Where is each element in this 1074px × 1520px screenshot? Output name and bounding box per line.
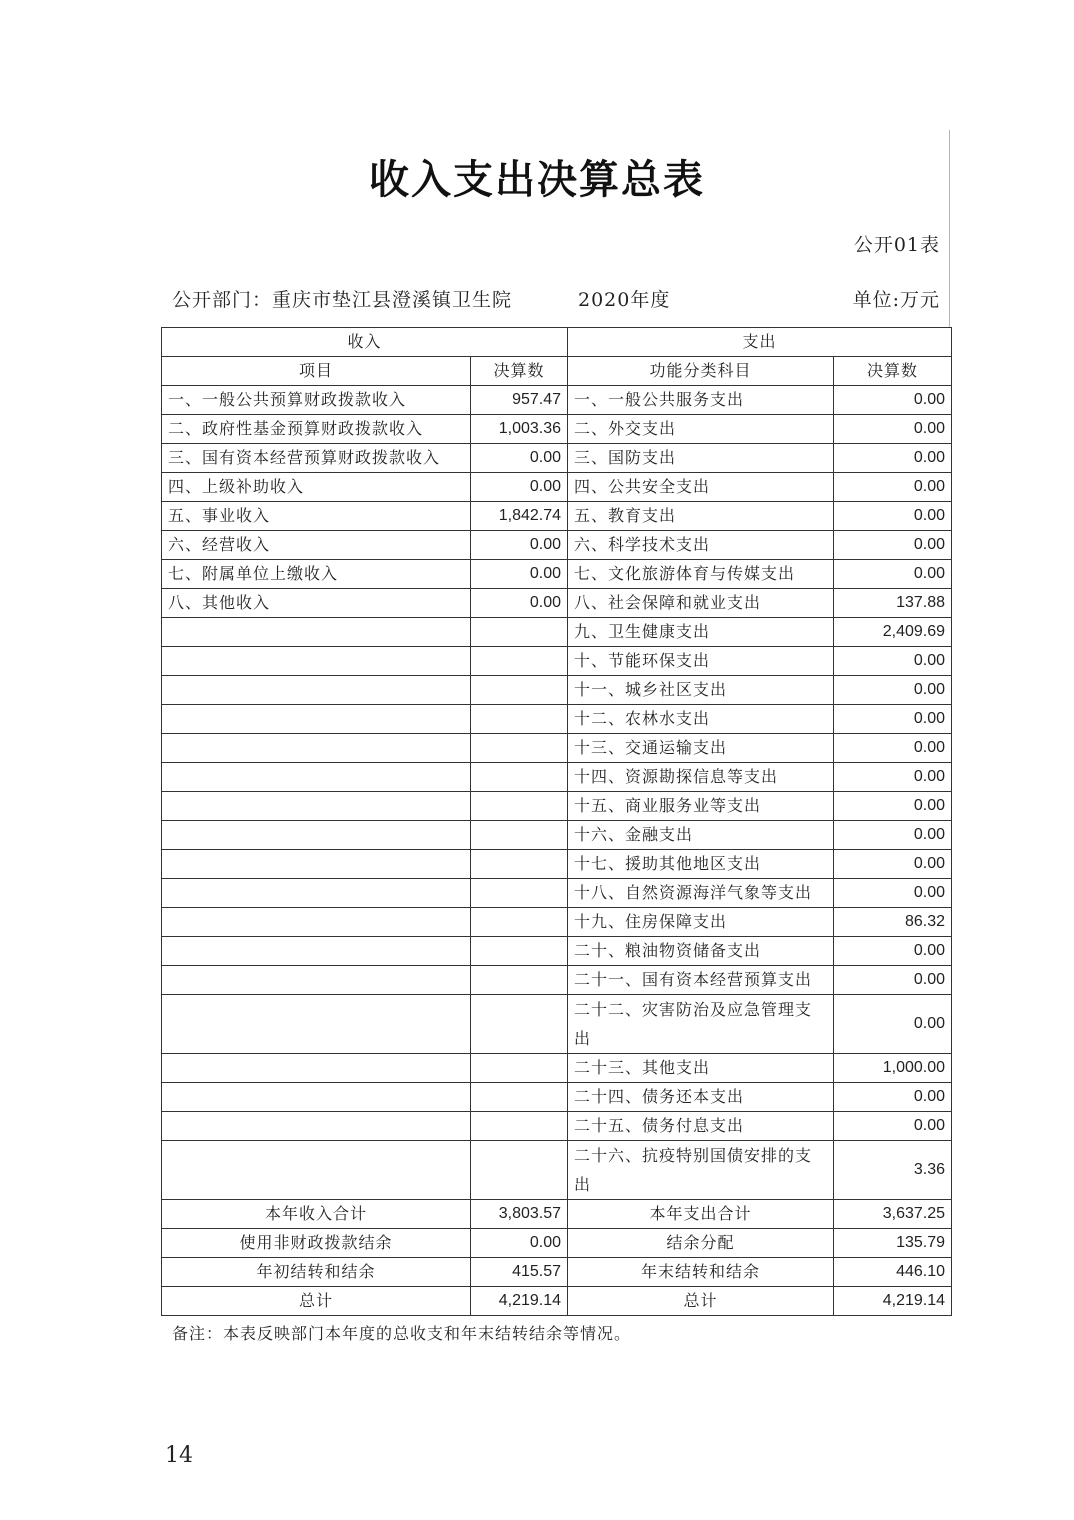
total-row xyxy=(162,1258,952,1287)
income-item-cell xyxy=(162,618,471,647)
expense-amount-cell: 446.10 xyxy=(834,1258,952,1287)
table-row xyxy=(162,618,952,647)
table-row xyxy=(162,386,952,415)
table-row xyxy=(162,1054,952,1083)
expense-amount-cell: 3.36 xyxy=(834,1141,952,1200)
table-row xyxy=(162,1141,952,1200)
income-item-cell: 二、政府性基金预算财政拨款收入 xyxy=(162,415,471,444)
expense-item-cell: 三、国防支出 xyxy=(568,444,834,473)
table-row xyxy=(162,676,952,705)
income-amount-cell xyxy=(471,937,568,966)
income-item-cell xyxy=(162,821,471,850)
expense-item-cell: 十九、住房保障支出 xyxy=(568,908,834,937)
expense-item-cell: 二十六、抗疫特别国债安排的支出 xyxy=(568,1141,834,1200)
income-item-cell xyxy=(162,908,471,937)
amount-header: 决算数 xyxy=(471,357,568,386)
income-item-cell: 四、上级补助收入 xyxy=(162,473,471,502)
expense-item-cell: 二、外交支出 xyxy=(568,415,834,444)
unit-label: 单位:万元 xyxy=(852,289,940,311)
income-amount-cell: 957.47 xyxy=(471,386,568,415)
income-item-cell: 七、附属单位上缴收入 xyxy=(162,560,471,589)
expense-amount-cell: 1,000.00 xyxy=(834,1054,952,1083)
expense-amount-cell: 0.00 xyxy=(834,560,952,589)
income-item-cell xyxy=(162,1054,471,1083)
table-row xyxy=(162,879,952,908)
expense-item-cell: 十二、农林水支出 xyxy=(568,705,834,734)
expense-item-cell: 十、节能环保支出 xyxy=(568,647,834,676)
amount2-header: 决算数 xyxy=(834,357,952,386)
income-amount-cell xyxy=(471,647,568,676)
table-row xyxy=(162,763,952,792)
page-title: 收入支出决算总表 xyxy=(369,157,705,203)
expense-item-cell: 十一、城乡社区支出 xyxy=(568,676,834,705)
income-amount-cell xyxy=(471,879,568,908)
expense-item-cell: 二十四、债务还本支出 xyxy=(568,1083,834,1112)
table-row xyxy=(162,531,952,560)
expense-item-cell: 十八、自然资源海洋气象等支出 xyxy=(568,879,834,908)
expense-amount-cell: 0.00 xyxy=(834,531,952,560)
table-row xyxy=(162,1083,952,1112)
income-item-cell: 五、事业收入 xyxy=(162,502,471,531)
expense-amount-cell: 0.00 xyxy=(834,966,952,995)
expense-item-cell: 一、一般公共服务支出 xyxy=(568,386,834,415)
expense-amount-cell: 0.00 xyxy=(834,647,952,676)
income-item-cell xyxy=(162,705,471,734)
income-amount-cell xyxy=(471,995,568,1054)
table-row xyxy=(162,560,952,589)
table-row xyxy=(162,473,952,502)
expense-item-cell: 十七、援助其他地区支出 xyxy=(568,850,834,879)
expense-amount-cell: 0.00 xyxy=(834,879,952,908)
income-item-cell xyxy=(162,879,471,908)
income-amount-cell: 0.00 xyxy=(471,473,568,502)
expense-item-cell: 二十三、其他支出 xyxy=(568,1054,834,1083)
expense-amount-cell: 86.32 xyxy=(834,908,952,937)
income-amount-cell xyxy=(471,1083,568,1112)
income-item-cell: 八、其他收入 xyxy=(162,589,471,618)
income-item-cell xyxy=(162,792,471,821)
table-row xyxy=(162,821,952,850)
income-item-cell xyxy=(162,734,471,763)
page-number: 14 xyxy=(165,1443,193,1468)
expense-item-cell: 八、社会保障和就业支出 xyxy=(568,589,834,618)
expense-amount-cell: 0.00 xyxy=(834,1083,952,1112)
table-row xyxy=(162,792,952,821)
income-amount-cell: 4,219.14 xyxy=(471,1287,568,1316)
total-row xyxy=(162,1287,952,1316)
expense-amount-cell: 0.00 xyxy=(834,444,952,473)
income-item-cell: 总计 xyxy=(162,1287,471,1316)
expense-amount-cell: 0.00 xyxy=(834,386,952,415)
table-row xyxy=(162,908,952,937)
table-row xyxy=(162,995,952,1054)
income-amount-cell xyxy=(471,618,568,647)
income-amount-cell xyxy=(471,908,568,937)
expense-item-cell: 十三、交通运输支出 xyxy=(568,734,834,763)
income-amount-cell xyxy=(471,850,568,879)
income-item-cell: 使用非财政拨款结余 xyxy=(162,1229,471,1258)
table-row xyxy=(162,850,952,879)
expense-amount-cell: 0.00 xyxy=(834,734,952,763)
income-amount-cell: 0.00 xyxy=(471,1229,568,1258)
income-item-cell xyxy=(162,937,471,966)
income-amount-cell: 1,003.36 xyxy=(471,415,568,444)
form-number: 公开01表 xyxy=(853,234,940,256)
table-row xyxy=(162,937,952,966)
income-item-cell: 三、国有资本经营预算财政拨款收入 xyxy=(162,444,471,473)
income-amount-cell xyxy=(471,792,568,821)
expense-amount-cell: 0.00 xyxy=(834,763,952,792)
expense-amount-cell: 135.79 xyxy=(834,1229,952,1258)
total-row xyxy=(162,1229,952,1258)
table-row xyxy=(162,734,952,763)
income-item-cell xyxy=(162,1112,471,1141)
income-item-cell: 一、一般公共预算财政拨款收入 xyxy=(162,386,471,415)
expense-item-cell: 结余分配 xyxy=(568,1229,834,1258)
expense-item-cell: 本年支出合计 xyxy=(568,1200,834,1229)
expense-amount-cell: 137.88 xyxy=(834,589,952,618)
income-item-cell xyxy=(162,647,471,676)
expense-amount-cell: 0.00 xyxy=(834,415,952,444)
income-amount-cell: 0.00 xyxy=(471,444,568,473)
income-item-cell xyxy=(162,763,471,792)
expense-item-cell: 四、公共安全支出 xyxy=(568,473,834,502)
income-amount-cell xyxy=(471,676,568,705)
income-amount-cell: 0.00 xyxy=(471,589,568,618)
income-amount-cell: 0.00 xyxy=(471,560,568,589)
expense-item-cell: 五、教育支出 xyxy=(568,502,834,531)
income-amount-cell xyxy=(471,966,568,995)
expense-group-header: 支出 xyxy=(568,328,952,357)
income-amount-cell: 415.57 xyxy=(471,1258,568,1287)
income-amount-cell xyxy=(471,763,568,792)
income-item-cell: 年初结转和结余 xyxy=(162,1258,471,1287)
footnote: 备注：本表反映部门本年度的总收支和年末结转结余等情况。 xyxy=(172,1324,632,1343)
item-header: 项目 xyxy=(162,357,471,386)
expense-item-cell: 二十、粮油物资储备支出 xyxy=(568,937,834,966)
fiscal-year: 2020年度 xyxy=(578,289,671,311)
expense-amount-cell: 0.00 xyxy=(834,821,952,850)
table-row xyxy=(162,415,952,444)
table-row xyxy=(162,705,952,734)
expense-item-cell: 二十一、国有资本经营预算支出 xyxy=(568,966,834,995)
income-amount-cell xyxy=(471,705,568,734)
income-item-cell xyxy=(162,676,471,705)
expense-amount-cell: 3,637.25 xyxy=(834,1200,952,1229)
income-amount-cell xyxy=(471,1054,568,1083)
income-item-cell xyxy=(162,1141,471,1200)
expense-amount-cell: 2,409.69 xyxy=(834,618,952,647)
expense-item-cell: 六、科学技术支出 xyxy=(568,531,834,560)
income-amount-cell xyxy=(471,1112,568,1141)
income-amount-cell: 3,803.57 xyxy=(471,1200,568,1229)
expense-amount-cell: 0.00 xyxy=(834,850,952,879)
department-label: 公开部门：重庆市垫江县澄溪镇卫生院 xyxy=(172,289,513,311)
budget-table xyxy=(161,327,952,1316)
expense-amount-cell: 0.00 xyxy=(834,1112,952,1141)
income-amount-cell xyxy=(471,734,568,763)
expense-item-cell: 十四、资源勘探信息等支出 xyxy=(568,763,834,792)
income-amount-cell: 0.00 xyxy=(471,531,568,560)
expense-item-cell: 年末结转和结余 xyxy=(568,1258,834,1287)
table-row xyxy=(162,502,952,531)
table-row xyxy=(162,1112,952,1141)
expense-item-cell: 十五、商业服务业等支出 xyxy=(568,792,834,821)
income-item-cell xyxy=(162,995,471,1054)
table-row xyxy=(162,444,952,473)
expense-amount-cell: 0.00 xyxy=(834,473,952,502)
expense-item-cell: 七、文化旅游体育与传媒支出 xyxy=(568,560,834,589)
expense-amount-cell: 4,219.14 xyxy=(834,1287,952,1316)
expense-item-cell: 九、卫生健康支出 xyxy=(568,618,834,647)
total-row xyxy=(162,1200,952,1229)
expense-amount-cell: 0.00 xyxy=(834,705,952,734)
expense-item-cell: 总计 xyxy=(568,1287,834,1316)
income-item-cell xyxy=(162,966,471,995)
expense-item-cell: 二十二、灾害防治及应急管理支出 xyxy=(568,995,834,1054)
expense-item-cell: 二十五、债务付息支出 xyxy=(568,1112,834,1141)
income-amount-cell: 1,842.74 xyxy=(471,502,568,531)
expense-amount-cell: 0.00 xyxy=(834,502,952,531)
expense-amount-cell: 0.00 xyxy=(834,676,952,705)
expense-amount-cell: 0.00 xyxy=(834,995,952,1054)
table-row xyxy=(162,589,952,618)
income-amount-cell xyxy=(471,821,568,850)
func-category-header: 功能分类科目 xyxy=(568,357,834,386)
income-item-cell xyxy=(162,850,471,879)
expense-item-cell: 十六、金融支出 xyxy=(568,821,834,850)
income-item-cell: 本年收入合计 xyxy=(162,1200,471,1229)
expense-amount-cell: 0.00 xyxy=(834,792,952,821)
income-amount-cell xyxy=(471,1141,568,1200)
group-header-row xyxy=(162,328,952,357)
table-row xyxy=(162,647,952,676)
income-item-cell xyxy=(162,1083,471,1112)
income-item-cell: 六、经营收入 xyxy=(162,531,471,560)
column-header-row xyxy=(162,357,952,386)
table-row xyxy=(162,966,952,995)
income-group-header: 收入 xyxy=(162,328,568,357)
expense-amount-cell: 0.00 xyxy=(834,937,952,966)
